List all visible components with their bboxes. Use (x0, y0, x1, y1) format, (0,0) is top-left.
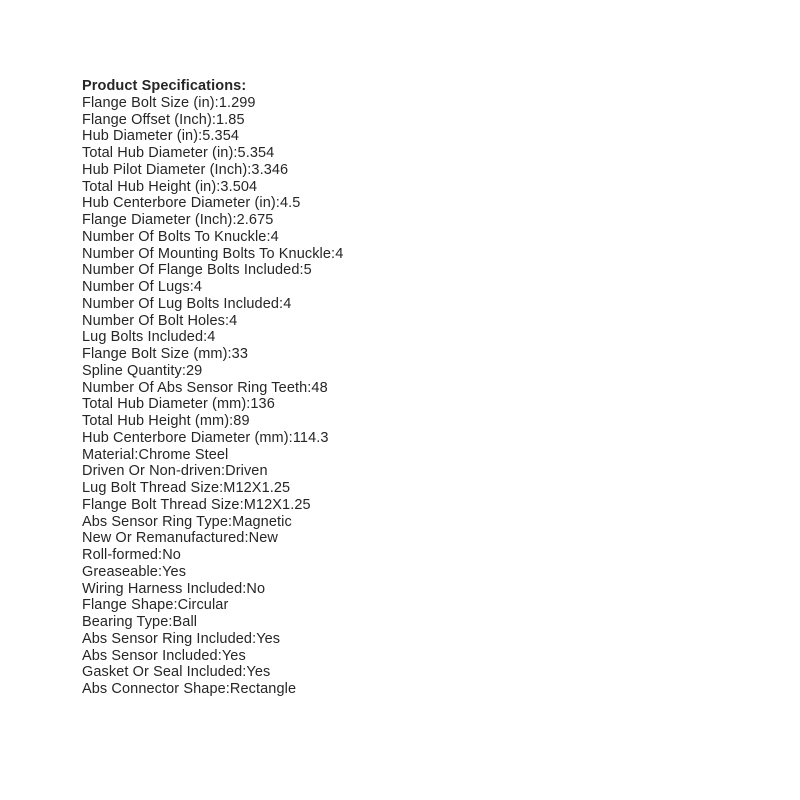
spec-value: 1.85 (216, 111, 245, 128)
spec-label: Total Hub Height (in) (82, 178, 217, 195)
spec-value: Yes (221, 647, 246, 664)
spec-label: Number Of Bolt Holes (82, 312, 226, 329)
spec-value: 4.5 (279, 195, 301, 212)
spec-label: Hub Diameter (in) (82, 128, 199, 145)
spec-separator: : (279, 295, 284, 312)
spec-value: 1.299 (218, 94, 256, 111)
spec-separator: : (173, 597, 178, 614)
spec-label: Flange Offset (Inch) (82, 111, 212, 128)
spec-value: No (246, 580, 266, 597)
spec-row (82, 664, 760, 681)
spec-separator: : (225, 312, 230, 329)
spec-row (82, 497, 760, 514)
spec-value: Ball (172, 614, 198, 630)
spec-row (82, 296, 760, 313)
spec-separator: : (299, 262, 304, 279)
spec-row (82, 162, 760, 179)
spec-label: Flange Bolt Size (mm) (82, 346, 228, 362)
spec-label: Number Of Abs Sensor Ring Teeth (82, 379, 308, 396)
spec-row (82, 648, 760, 665)
spec-label: Abs Sensor Ring Included (82, 630, 253, 647)
spec-row (82, 212, 760, 229)
spec-separator: : (219, 480, 224, 496)
spec-row (82, 179, 760, 196)
spec-value: New (248, 530, 278, 547)
spec-value: M12X1.25 (243, 496, 311, 513)
spec-row (82, 480, 760, 497)
spec-row (82, 313, 760, 330)
spec-separator: : (307, 379, 312, 396)
spec-separator: : (168, 614, 173, 630)
spec-value: Chrome Steel (138, 446, 229, 463)
spec-row (82, 262, 760, 279)
spec-label: Flange Shape (82, 597, 174, 614)
spec-label: Lug Bolts Included (82, 329, 204, 346)
spec-row (82, 530, 760, 547)
spec-separator: : (244, 530, 249, 547)
spec-label: Flange Bolt Thread Size (82, 496, 240, 513)
spec-row (82, 95, 760, 112)
spec-value: 3.504 (220, 178, 258, 195)
spec-separator: : (158, 547, 163, 563)
spec-value: 4 (283, 295, 292, 312)
spec-separator: : (225, 681, 230, 697)
spec-value: No (162, 547, 181, 563)
spec-value: 4 (207, 329, 216, 346)
spec-row (82, 112, 760, 129)
spec-row (82, 145, 760, 162)
spec-label: New Or Remanufactured (82, 530, 245, 547)
spec-value: 89 (233, 413, 250, 429)
spec-separator: : (134, 446, 139, 463)
spec-row (82, 229, 760, 246)
spec-separator: : (189, 279, 194, 295)
spec-value: 4 (270, 228, 279, 245)
spec-row (82, 329, 760, 346)
spec-value: Rectangle (229, 681, 297, 697)
spec-value: 4 (193, 279, 203, 295)
spec-value: 4 (229, 312, 238, 329)
spec-separator: : (217, 647, 222, 664)
spec-label: Spline Quantity (82, 362, 182, 379)
spec-value: 2.675 (236, 212, 274, 228)
spec-label: Number Of Lugs (82, 279, 190, 295)
spec-label: Roll-formed (82, 547, 159, 563)
spec-label: Number Of Bolts To Knuckle (82, 228, 267, 245)
spec-label: Gasket Or Seal Included (82, 664, 243, 681)
spec-row (82, 279, 760, 296)
spec-value: 5.354 (237, 145, 275, 161)
spec-label: Wiring Harness Included (82, 580, 243, 597)
spec-separator: : (275, 195, 280, 212)
spec-separator: : (232, 212, 237, 228)
spec-row (82, 363, 760, 380)
spec-row (82, 128, 760, 145)
spec-separator: : (288, 429, 293, 446)
spec-value: Yes (246, 664, 271, 681)
spec-row (82, 681, 760, 698)
spec-row (82, 430, 760, 447)
spec-row (82, 547, 760, 564)
spec-row (82, 564, 760, 581)
spec-separator: : (211, 111, 217, 128)
spec-label: Material (82, 446, 135, 463)
spec-label: Abs Sensor Ring Type (82, 513, 229, 530)
spec-label: Bearing Type (82, 614, 169, 630)
spec-label: Abs Connector Shape (82, 681, 226, 697)
spec-value: 3.346 (251, 161, 289, 178)
spec-separator: : (228, 513, 233, 530)
spec-separator: : (331, 245, 336, 262)
spec-label: Abs Sensor Included (82, 647, 218, 664)
spec-separator: : (246, 396, 251, 413)
spec-row (82, 413, 760, 430)
spec-separator: : (221, 463, 226, 480)
spec-value: Magnetic (232, 513, 292, 530)
spec-value: 5.354 (202, 128, 240, 145)
spec-label: Lug Bolt Thread Size (82, 480, 220, 496)
spec-row (82, 195, 760, 212)
page-title: Product Specifications: (82, 78, 247, 94)
spec-label: Total Hub Diameter (mm) (82, 396, 247, 413)
spec-value: Circular (177, 597, 229, 614)
spec-value: 29 (185, 362, 203, 379)
spec-value: 48 (311, 379, 328, 396)
spec-row (82, 463, 760, 480)
spec-label: Greaseable (82, 563, 158, 580)
spec-separator: : (227, 346, 232, 362)
spec-row (82, 631, 760, 648)
spec-separator: : (203, 329, 208, 346)
spec-separator: : (239, 496, 244, 513)
spec-label: Number Of Mounting Bolts To Knuckle (82, 245, 332, 262)
spec-value: Driven (225, 463, 268, 480)
spec-row (82, 396, 760, 413)
spec-row (82, 597, 760, 614)
spec-value: 136 (250, 396, 275, 413)
spec-label: Hub Centerbore Diameter (mm) (82, 429, 289, 446)
spec-value: 33 (231, 346, 249, 362)
spec-label: Hub Centerbore Diameter (in) (82, 195, 276, 212)
spec-value: 4 (335, 245, 344, 262)
spec-separator: : (252, 630, 257, 647)
spec-value: M12X1.25 (223, 480, 291, 496)
spec-label: Hub Pilot Diameter (Inch) (82, 161, 248, 178)
spec-label: Flange Diameter (Inch) (82, 212, 233, 228)
spec-label: Number Of Lug Bolts Included (82, 295, 280, 312)
spec-value: 114.3 (292, 429, 329, 446)
spec-separator: : (229, 413, 234, 429)
spec-separator: : (247, 161, 252, 178)
spec-row (82, 380, 760, 397)
spec-label: Flange Bolt Size (in) (82, 94, 215, 111)
spec-label: Total Hub Diameter (in) (82, 145, 234, 161)
spec-row (82, 346, 760, 363)
spec-value: 5 (303, 262, 312, 279)
spec-label: Total Hub Height (mm) (82, 413, 230, 429)
spec-label: Driven Or Non-driven (82, 463, 221, 480)
spec-separator: : (214, 94, 219, 111)
spec-separator: : (242, 580, 247, 597)
spec-separator: : (157, 563, 163, 580)
spec-separator: : (233, 145, 238, 161)
spec-separator: : (266, 228, 271, 245)
spec-separator: : (216, 178, 221, 195)
spec-value: Yes (162, 563, 187, 580)
spec-separator: : (198, 128, 203, 145)
spec-row (82, 246, 760, 263)
spec-separator: : (181, 362, 186, 379)
spec-value: Yes (256, 630, 281, 647)
spec-row (82, 447, 760, 464)
spec-separator: : (242, 664, 247, 681)
spec-label: Number Of Flange Bolts Included (82, 262, 300, 279)
spec-row (82, 581, 760, 598)
spec-row (82, 614, 760, 631)
spec-row (82, 514, 760, 531)
spec-list (82, 95, 760, 698)
